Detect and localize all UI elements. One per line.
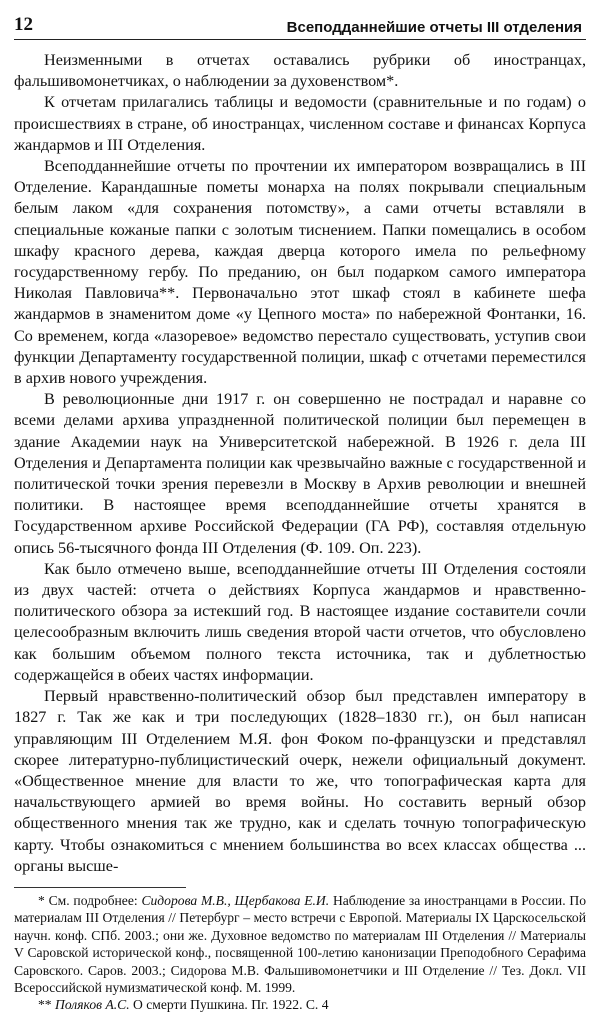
page-header: [14, 14, 586, 40]
footnote-text: О смерти Пушкина. Пг. 1922. С. 4: [129, 997, 329, 1013]
body-text: [14, 50, 586, 877]
footnotes: [14, 892, 586, 1014]
running-title: Всеподданнейшие отчеты III отделения: [286, 19, 582, 36]
book-page: [14, 14, 586, 1014]
paragraph: Первый нравственно-политический обзор был представлен императору в 1827 г. Так же как и три последующих (1828–1830 гг.), он был написан управляющим III Отделением М.Я. фон Фоком по-французски и представлял скорее литературно-публицистический очерк, нежели официальный документ. «Общественное мнение для власти то же, что топографическая карта для начальствующего армией во время войны. Но составить верный обзор общественного мнения так же трудно, как и сделать точную топографическую карту. Чтобы ознакомиться с мнением большинства во всех классах общества ... органы высше-: [14, 687, 586, 875]
footnote: [14, 996, 586, 1013]
paragraph: В революционные дни 1917 г. он совершенно не пострадал и наравне со всеми делами архива упраздненной политической полиции был перемещен в здание Академии наук на Университетской набережной. В 1926 г. дела III Отделения и Департамента полиции как чрезвычайно важные с государственной и политической точки зрения перевезли в Москву в Архив революции и внешней политики. В настоящее время всеподданнейшие отчеты хранятся в Государственном архиве Российской Федерации (ГА РФ), составляя отдельную опись 56-тысячного фонда III Отделения (Ф. 109. Оп. 223).: [14, 390, 586, 557]
paragraph: Как было отмечено выше, всеподданнейшие отчеты III Отделения состояли из двух частей: отчета о действиях Корпуса жандармов и нравственно-политического обзора за истекший год. В настоящее издание составители сочли целесообразным включить лишь сведения второй части отчетов, что обусловлено как большим объемом полного текста источника, так и дублетностью содержащейся в обеих частях информации.: [14, 559, 586, 684]
paragraph: К отчетам прилагались таблицы и ведомости (сравнительные и по годам) о происшествиях в стране, об иностранцах, численном составе и финансах Корпуса жандармов и III Отделения.: [14, 93, 586, 154]
footnote: [14, 892, 586, 996]
footnote-author: Сидорова М.В., Щербакова Е.И.: [141, 892, 330, 908]
footnote-marker: * См. подробнее:: [38, 892, 142, 908]
footnote-text: Наблюдение за иностранцами в России. По материалам III Отделения // Петербург – место встречи с Европой. Материалы IX Царскосельской научн. конф. СПб. 2003.; они же. Духовное ведомство по материалам III Отделения // Материалы V Саровской исторической конф., посвященной 100-летию канонизации Преподобного Серафима Саровского. Саров. 2003.; Сидорова М.В. Фальшивомонетчики и III Отделение // Тез. Докл. VII Всероссийской нумизматической конф. М. 1999.: [14, 892, 586, 995]
paragraph: Неизменными в отчетах оставались рубрики об иностранцах, фальшивомонетчиках, о наблюдении за духовенством*.: [14, 51, 586, 91]
paragraph: Всеподданнейшие отчеты по прочтении их императором возвращались в III Отделение. Карандашные пометы монарха на полях покрывали специальным белым лаком «для сохранения потомству», а сами отчеты вставляли в специальные кожаные папки с золотым тиснением. Папки помещались в особом шкафу красного дерева, каждая дверца которого имела по рельефному государственному гербу. По преданию, он был подарком самого императора Николая Павловича**. Первоначально этот шкаф стоял в кабинете шефа жандармов в знаменитом доме «у Цепного моста» по набережной Фонтанки, 16. Со временем, когда «лазоревое» ведомство перестало существовать, уступив свои функции Департаменту государственной полиции, шкаф с отчетами переместился в архив нового учреждения.: [14, 157, 586, 388]
page-number: 12: [14, 14, 33, 35]
footnote-author: Поляков А.С.: [55, 997, 130, 1013]
footnote-divider: [14, 887, 186, 888]
footnote-marker: **: [38, 997, 55, 1013]
